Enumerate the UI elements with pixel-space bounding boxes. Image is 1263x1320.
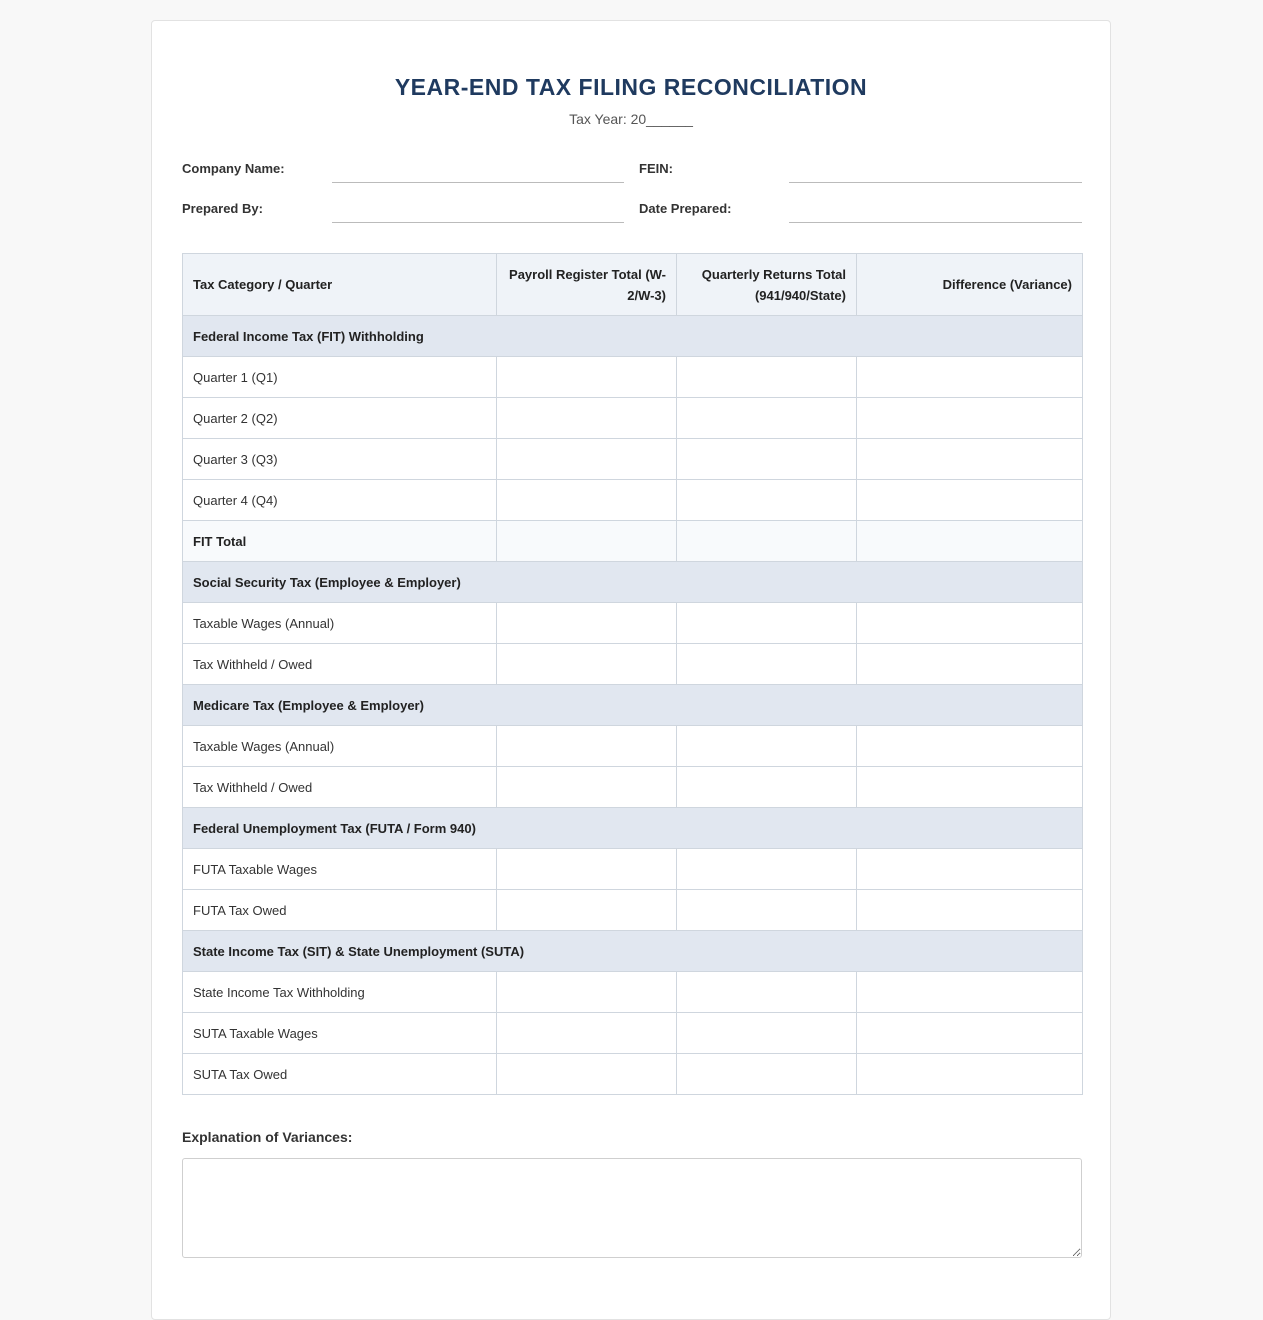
quarterly-returns-cell[interactable]	[677, 439, 857, 480]
quarterly-returns-cell[interactable]	[677, 603, 857, 644]
fein-label: FEIN:	[639, 161, 673, 176]
table-row	[183, 890, 1083, 931]
section-header-row	[183, 685, 1083, 726]
payroll-register-cell[interactable]	[497, 890, 677, 931]
quarterly-returns-cell[interactable]	[677, 767, 857, 808]
row-label: FIT Total	[183, 521, 497, 562]
quarterly-returns-cell[interactable]	[677, 357, 857, 398]
col-header-quarterly-returns: Quarterly Returns Total (941/940/State)	[677, 254, 857, 316]
row-label: FUTA Tax Owed	[183, 890, 497, 931]
payroll-register-cell[interactable]	[497, 644, 677, 685]
header-fields	[182, 155, 1080, 223]
prepared-by-field[interactable]	[332, 195, 624, 223]
quarterly-returns-cell[interactable]	[677, 726, 857, 767]
section-title: Federal Income Tax (FIT) Withholding	[183, 316, 1083, 357]
total-row	[183, 521, 1083, 562]
difference-cell[interactable]	[857, 767, 1083, 808]
tax-year-line: Tax Year: 20______	[569, 111, 693, 127]
section-header-row	[183, 808, 1083, 849]
row-label: Tax Withheld / Owed	[183, 644, 497, 685]
table-row	[183, 480, 1083, 521]
table-row	[183, 439, 1083, 480]
difference-cell[interactable]	[857, 480, 1083, 521]
table-row	[183, 644, 1083, 685]
payroll-register-cell[interactable]	[497, 1013, 677, 1054]
payroll-register-cell[interactable]	[497, 357, 677, 398]
explanation-label: Explanation of Variances:	[182, 1129, 353, 1145]
form-sheet	[151, 20, 1111, 1320]
difference-cell[interactable]	[857, 357, 1083, 398]
date-prepared-field[interactable]	[789, 195, 1082, 223]
difference-cell[interactable]	[857, 726, 1083, 767]
difference-cell[interactable]	[857, 603, 1083, 644]
section-header-row	[183, 931, 1083, 972]
row-label: Quarter 4 (Q4)	[183, 480, 497, 521]
date-prepared-label: Date Prepared:	[639, 201, 732, 216]
payroll-register-cell[interactable]	[497, 521, 677, 562]
difference-cell[interactable]	[857, 398, 1083, 439]
section-title: Social Security Tax (Employee & Employer)	[183, 562, 1083, 603]
difference-cell[interactable]	[857, 890, 1083, 931]
difference-cell[interactable]	[857, 849, 1083, 890]
section-title: Medicare Tax (Employee & Employer)	[183, 685, 1083, 726]
row-label: Quarter 2 (Q2)	[183, 398, 497, 439]
page-title: YEAR-END TAX FILING RECONCILIATION	[394, 74, 868, 100]
table-row	[183, 849, 1083, 890]
table-row	[183, 603, 1083, 644]
payroll-register-cell[interactable]	[497, 849, 677, 890]
payroll-register-cell[interactable]	[497, 972, 677, 1013]
section-header-row	[183, 316, 1083, 357]
reconciliation-table	[182, 253, 1083, 1095]
difference-cell[interactable]	[857, 644, 1083, 685]
table-body	[183, 316, 1083, 1095]
quarterly-returns-cell[interactable]	[677, 644, 857, 685]
company-name-label: Company Name:	[182, 161, 285, 176]
quarterly-returns-cell[interactable]	[677, 972, 857, 1013]
difference-cell[interactable]	[857, 972, 1083, 1013]
col-header-payroll-register: Payroll Register Total (W-2/W-3)	[497, 254, 677, 316]
payroll-register-cell[interactable]	[497, 767, 677, 808]
explanation-textarea[interactable]	[182, 1158, 1082, 1258]
table-row	[183, 1054, 1083, 1095]
section-header-row	[183, 562, 1083, 603]
difference-cell[interactable]	[857, 439, 1083, 480]
difference-cell[interactable]	[857, 1013, 1083, 1054]
table-row	[183, 1013, 1083, 1054]
prepared-by-label: Prepared By:	[182, 201, 263, 216]
row-label: State Income Tax Withholding	[183, 972, 497, 1013]
row-label: FUTA Taxable Wages	[183, 849, 497, 890]
quarterly-returns-cell[interactable]	[677, 849, 857, 890]
quarterly-returns-cell[interactable]	[677, 1054, 857, 1095]
table-row	[183, 398, 1083, 439]
section-title: State Income Tax (SIT) & State Unemployment (SUTA)	[183, 931, 1083, 972]
section-title: Federal Unemployment Tax (FUTA / Form 940)	[183, 808, 1083, 849]
row-label: Quarter 1 (Q1)	[183, 357, 497, 398]
table-row	[183, 767, 1083, 808]
row-label: Quarter 3 (Q3)	[183, 439, 497, 480]
payroll-register-cell[interactable]	[497, 398, 677, 439]
quarterly-returns-cell[interactable]	[677, 1013, 857, 1054]
row-label: SUTA Taxable Wages	[183, 1013, 497, 1054]
table-row	[183, 357, 1083, 398]
col-header-difference: Difference (Variance)	[857, 254, 1083, 316]
payroll-register-cell[interactable]	[497, 1054, 677, 1095]
table-row	[183, 726, 1083, 767]
col-header-category: Tax Category / Quarter	[183, 254, 497, 316]
quarterly-returns-cell[interactable]	[677, 890, 857, 931]
row-label: Taxable Wages (Annual)	[183, 603, 497, 644]
quarterly-returns-cell[interactable]	[677, 480, 857, 521]
table-header-row	[183, 254, 1083, 316]
row-label: Taxable Wages (Annual)	[183, 726, 497, 767]
payroll-register-cell[interactable]	[497, 726, 677, 767]
difference-cell[interactable]	[857, 1054, 1083, 1095]
quarterly-returns-cell[interactable]	[677, 521, 857, 562]
difference-cell[interactable]	[857, 521, 1083, 562]
payroll-register-cell[interactable]	[497, 603, 677, 644]
table-row	[183, 972, 1083, 1013]
payroll-register-cell[interactable]	[497, 439, 677, 480]
company-name-field[interactable]	[332, 155, 624, 183]
row-label: Tax Withheld / Owed	[183, 767, 497, 808]
row-label: SUTA Tax Owed	[183, 1054, 497, 1095]
quarterly-returns-cell[interactable]	[677, 398, 857, 439]
fein-field[interactable]	[789, 155, 1082, 183]
payroll-register-cell[interactable]	[497, 480, 677, 521]
